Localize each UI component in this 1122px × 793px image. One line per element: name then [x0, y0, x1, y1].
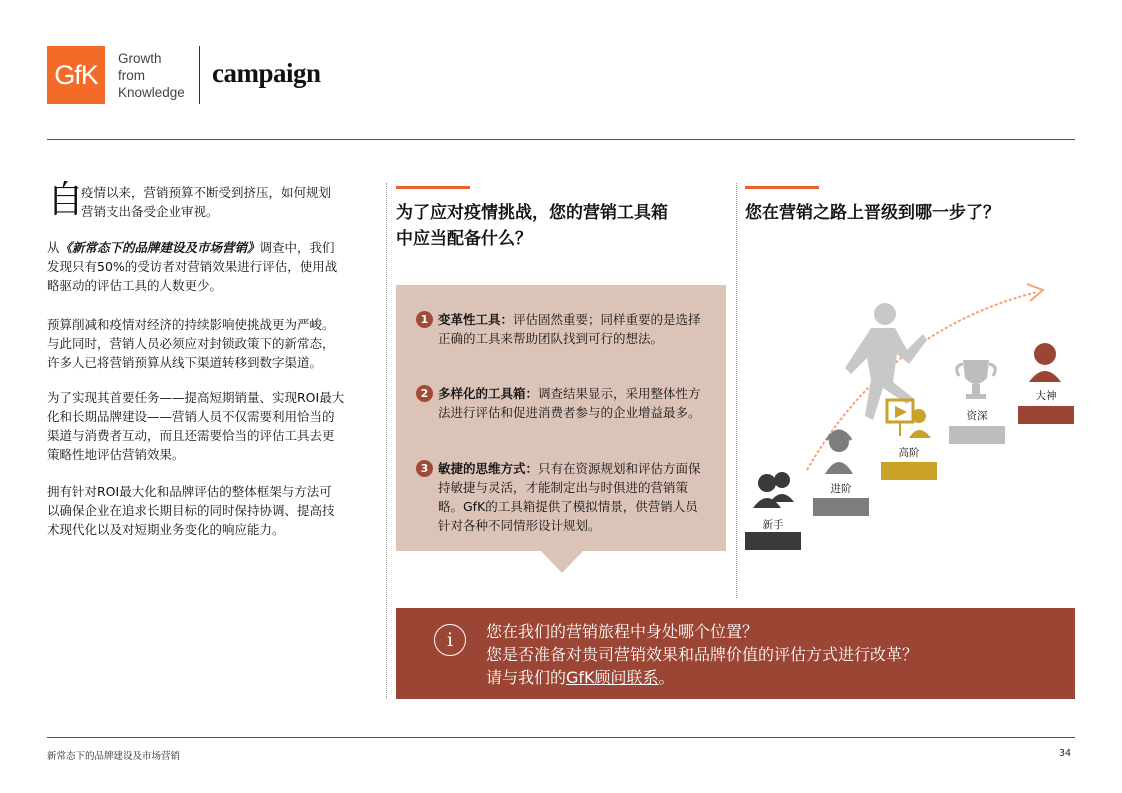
title-line: 中应当配备什么？: [396, 229, 532, 249]
number-badge: 1: [416, 311, 433, 328]
gfk-logo: GfK: [47, 46, 105, 104]
page-number: 34: [1059, 748, 1072, 759]
tagline-line: from: [118, 68, 145, 83]
lead-paragraph: [81, 183, 371, 221]
text-line: 渠道与消费者互动，而且还需要恰当的评估工具去更: [47, 428, 335, 443]
number-badge: 3: [416, 460, 433, 477]
contact-banner: [396, 608, 1075, 699]
trophy-icon: [957, 360, 996, 399]
paragraph-3: [47, 388, 369, 464]
text-line: 与此同时，营销人员必须应对封锁政策下的新常态，: [47, 336, 335, 351]
header-rule: [47, 139, 1075, 140]
levels-title: 您在营销之路上晋级到哪一步了？: [745, 203, 1000, 223]
banner-line: 您是否准备对贵司营销效果和品牌价值的评估方式进行改革？: [486, 645, 919, 664]
text-prefix: 从: [47, 240, 60, 255]
campaign-logo: campaign: [212, 58, 321, 88]
section-accent-bar: [745, 186, 819, 189]
column-divider: [386, 183, 387, 699]
tool-title: 变革性工具：: [438, 312, 514, 327]
toolbox-pointer: [541, 551, 583, 573]
person-bust-icon: [1029, 343, 1061, 382]
step-master: [1018, 343, 1074, 424]
tool-item: [416, 384, 712, 422]
dropcap: 自: [47, 178, 84, 221]
footer-rule: [47, 737, 1075, 738]
level-staircase-illustration: [737, 270, 1075, 570]
chat-people-icon: [753, 472, 794, 508]
tool-title: 多样化的工具箱：: [438, 386, 539, 401]
banner-text: 。: [658, 668, 675, 687]
toolbox-title: [396, 200, 731, 252]
tool-item: [416, 459, 712, 535]
text-line: 法进行评估和促进消费者参与的企业增益最多。: [438, 405, 701, 420]
text-line: 拥有针对ROI最大化和品牌评估的整体框架与方法可: [47, 484, 332, 499]
step-advanced: [881, 400, 937, 480]
text-line: 调查中，我们: [259, 240, 335, 255]
text-line: 营销支出备受企业审视。: [81, 204, 219, 219]
text-line: 调查结果显示，采用整体性方: [538, 386, 701, 401]
footer-title: 新常态下的品牌建设及市场营销: [47, 751, 181, 762]
text-line: 只有在资源规划和评估方面保: [538, 461, 701, 476]
step-intermediate: [813, 431, 869, 516]
text-line: 预算削减和疫情对经济的持续影响使挑战更为严峻。: [47, 317, 335, 332]
gfk-tagline: [118, 50, 185, 101]
step-novice: [745, 472, 801, 550]
number-badge: 2: [416, 385, 433, 402]
text-line: 策略性地评估营销效果。: [47, 447, 185, 462]
step-label: 新手: [762, 519, 784, 531]
report-title: 《新常态下的品牌建设及市场营销》: [59, 240, 260, 255]
banner-line: 您在我们的营销旅程中身处哪个位置？: [486, 622, 759, 641]
tagline-line: Growth: [118, 51, 162, 66]
text-line: 为了实现其首要任务——提高短期销量、实现ROI最大: [47, 390, 345, 405]
headset-person-icon: [825, 431, 853, 474]
presenter-icon: [887, 400, 931, 438]
text-line: 略驱动的评估工具的人数更少。: [47, 278, 223, 293]
section-accent-bar: [396, 186, 470, 189]
banner-text: 请与我们的: [486, 668, 567, 687]
paragraph-4: [47, 482, 369, 539]
tagline-line: Knowledge: [118, 85, 185, 100]
text-line: 正确的工具来帮助团队找到可行的想法。: [438, 331, 664, 346]
step-senior: [949, 360, 1005, 444]
step-label: 大神: [1035, 390, 1057, 402]
paragraph-2: [47, 315, 369, 372]
text-line: 持敏捷与灵活，才能制定出与时俱进的营销策: [438, 480, 689, 495]
text-line: 略。GfK的工具箱提供了模拟情景，供营销人员: [438, 499, 698, 514]
text-line: 发现只有50%的受访者对营销效果进行评估，使用战: [47, 259, 338, 274]
paragraph-1: [47, 238, 369, 295]
step-label: 资深: [966, 410, 988, 422]
text-line: 化和长期品牌建设——营销人员不仅需要利用恰当的: [47, 409, 335, 424]
text-line: 疫情以来，营销预算不断受到挤压，如何规划: [81, 185, 332, 200]
text-line: 术现代化以及对短期业务变化的响应能力。: [47, 522, 285, 537]
text-line: 评估固然重要；同样重要的是选择: [513, 312, 701, 327]
text-line: 以确保企业在追求长期目标的同时保持协调、提高技: [47, 503, 335, 518]
tool-title: 敏捷的思维方式：: [438, 461, 539, 476]
step-label: 高阶: [898, 447, 920, 459]
logo-divider: [199, 46, 200, 104]
title-line: 为了应对疫情挑战，您的营销工具箱: [396, 203, 668, 223]
gfk-contact-link[interactable]: GfK顾问联系: [566, 668, 659, 687]
text-line: 许多人已将营销预算从线下渠道转移到数字渠道。: [47, 355, 323, 370]
step-label: 进阶: [830, 483, 852, 495]
info-icon: i: [434, 624, 466, 656]
text-line: 针对各种不同情形设计规划。: [438, 518, 601, 533]
tool-item: [416, 310, 712, 348]
